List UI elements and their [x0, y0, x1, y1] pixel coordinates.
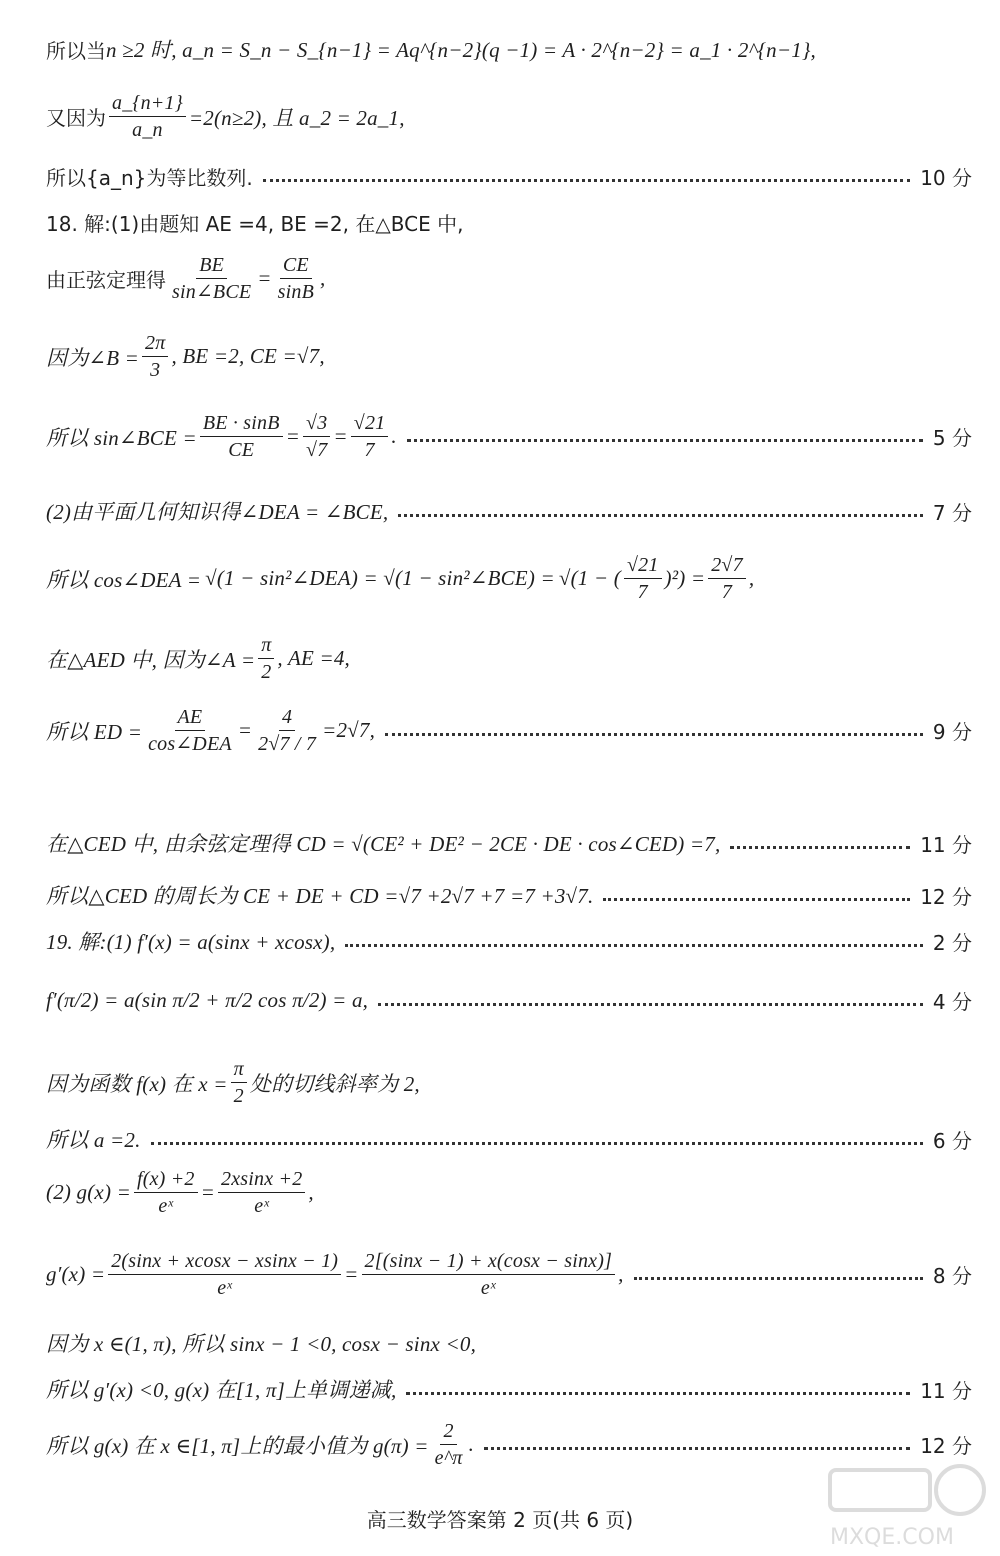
line-20-text: 因为 x ∈(1, π), 所以 sinx − 1 <0, cosx − sinx <0, — [46, 1332, 477, 1356]
dot-leader — [263, 179, 910, 182]
line-12-text: 在△CED 中, 由余弦定理得 CD = √(CE² + DE² − 2CE · DE · cos∠CED) =7, — [46, 832, 721, 856]
line-4 — [46, 208, 972, 237]
line-5-end: , — [320, 266, 326, 290]
fraction-numerator: √21 — [351, 412, 389, 437]
line-18 — [46, 1168, 972, 1217]
dot-leader — [378, 1003, 923, 1006]
line-6-fraction — [142, 332, 168, 381]
page-footer: 高三数学答案第 2 页(共 6 页) — [366, 1508, 634, 1532]
fraction-denominator: eˣ — [254, 1195, 270, 1217]
line-7-prefix: 所以 sin∠BCE = — [46, 425, 197, 450]
line-7-fraction-2 — [303, 412, 330, 461]
line-21 — [46, 1374, 972, 1404]
fraction-numerator: AE — [175, 706, 206, 731]
line-15 — [46, 986, 972, 1015]
dot-leader — [730, 846, 910, 849]
line-6-prefix: 因为∠B = — [46, 345, 140, 370]
equals-sign: = — [257, 266, 272, 290]
line-18-fraction-1 — [134, 1168, 198, 1217]
period: . — [391, 424, 397, 448]
fraction-numerator: √21 — [624, 554, 662, 579]
fraction-denominator: sinB — [277, 281, 315, 303]
line-9-fraction-1 — [624, 554, 662, 603]
line-9-part-a: √(1 − sin²∠DEA) = √(1 − sin²∠BCE) = — [205, 566, 555, 590]
line-4-text: 18. 解:(1)由题知 AE =4, BE =2, 在△BCE 中, — [46, 212, 464, 236]
fraction-denominator: 7 — [637, 581, 648, 603]
line-6 — [46, 332, 972, 381]
line-5-fraction-1 — [169, 254, 254, 303]
line-6-rest: , BE =2, CE =√7, — [171, 344, 325, 368]
equals-sign: = — [200, 1180, 215, 1204]
line-19-prefix: g′(x) = — [46, 1262, 106, 1286]
line-19-end: , — [618, 1262, 624, 1286]
line-9-fraction-2 — [708, 554, 746, 603]
fraction-numerator: a_{n+1} — [109, 92, 186, 117]
fraction-denominator: eˣ — [480, 1277, 496, 1299]
line-10-prefix: 在△AED 中, 因为∠A = — [46, 647, 256, 672]
fraction-denominator: √7 — [306, 439, 328, 461]
line-5-prefix: 由正弦定理得 — [46, 268, 166, 292]
line-10-rest: , AE =4, — [277, 646, 350, 670]
fraction-denominator: eˣ — [217, 1277, 233, 1299]
fraction-numerator: 2 — [440, 1420, 456, 1445]
line-19-fraction-1 — [108, 1250, 341, 1299]
line-2 — [46, 92, 972, 141]
score-label: 7 分 — [932, 500, 972, 525]
line-5-fraction-2 — [275, 254, 317, 303]
score-label: 6 分 — [932, 1128, 972, 1153]
line-3-text: 所以{a_n}为等比数列. — [46, 166, 253, 190]
fraction-numerator: 2π — [142, 332, 168, 357]
fraction-denominator: 7 — [364, 439, 375, 461]
score-label: 8 分 — [932, 1264, 972, 1288]
line-10 — [46, 634, 972, 683]
fraction-numerator: 2[(sinx − 1) + x(cosx − sinx)] — [362, 1250, 616, 1275]
score-label: 12 分 — [920, 884, 972, 909]
line-1-prefix: 所以当 — [46, 38, 106, 63]
line-11 — [46, 706, 972, 755]
fraction-denominator: 2 — [261, 661, 272, 683]
line-9-part-b-post: )²) = — [664, 566, 706, 590]
fraction-numerator: BE · sinB — [200, 412, 283, 437]
line-8 — [46, 496, 972, 526]
fraction-numerator: BE — [196, 254, 227, 279]
line-8-text: (2)由平面几何知识得∠DEA = ∠BCE, — [46, 500, 389, 524]
dot-leader — [385, 733, 923, 736]
line-1 — [46, 34, 972, 64]
dot-leader — [151, 1142, 923, 1145]
line-18-end: , — [308, 1180, 314, 1204]
line-5 — [46, 254, 972, 303]
dot-leader — [603, 898, 910, 901]
fraction-numerator: 2xsinx +2 — [218, 1168, 305, 1193]
line-11-fraction-2 — [255, 706, 319, 755]
watermark-logo-icon — [820, 1460, 990, 1550]
line-18-prefix: (2) g(x) = — [46, 1180, 131, 1204]
line-12 — [46, 828, 972, 858]
fraction-numerator: π — [231, 1058, 247, 1083]
score-label: 11 分 — [920, 1378, 972, 1403]
score-label: 9 分 — [932, 720, 972, 744]
line-15-text: f′(π/2) = a(sin π/2 + π/2 cos π/2) = a, — [46, 988, 369, 1012]
line-11-prefix: 所以 ED = — [46, 719, 143, 744]
line-1-math: n ≥2 时, a_n = S_n − S_{n−1} = Aq^{n−2}(q −1) = A · 2^{n−2} = a_1 · 2^{n−1}, — [106, 38, 816, 62]
line-9-end: , — [748, 566, 755, 590]
fraction-numerator: 2(sinx + xcosx − xsinx − 1) — [108, 1250, 341, 1275]
line-9 — [46, 554, 972, 603]
line-19-fraction-2 — [362, 1250, 616, 1299]
line-7-fraction-3 — [351, 412, 389, 461]
line-7 — [46, 412, 972, 461]
score-label: 4 分 — [932, 990, 972, 1014]
fraction-numerator: √3 — [303, 412, 330, 437]
line-19 — [46, 1250, 972, 1299]
line-14 — [46, 926, 972, 956]
line-16-prefix: 因为函数 f(x) 在 x = — [46, 1071, 228, 1096]
fraction-denominator: e^π — [434, 1447, 463, 1469]
line-11-rest: =2√7, — [322, 718, 376, 742]
fraction-denominator: a_n — [132, 119, 163, 141]
score-label: 2 分 — [932, 930, 972, 955]
line-2-rest: =2(n≥2), 且 a_2 = 2a_1, — [188, 105, 405, 130]
fraction-denominator: 2 — [233, 1085, 244, 1107]
equals-sign: = — [344, 1262, 359, 1286]
dot-leader — [398, 514, 923, 517]
score-label: 11 分 — [920, 832, 972, 857]
equals-sign: = — [285, 424, 301, 448]
dot-leader — [345, 944, 923, 947]
fraction-numerator: π — [258, 634, 274, 659]
dot-leader — [407, 439, 923, 442]
fraction-denominator: 7 — [721, 581, 733, 603]
line-22-prefix: 所以 g(x) 在 x ∈[1, π]上的最小值为 g(π) = — [46, 1433, 429, 1458]
score-label: 12 分 — [920, 1434, 972, 1458]
line-22-end: . — [468, 1432, 475, 1456]
line-21-text: 所以 g′(x) <0, g(x) 在[1, π]上单调递减, — [46, 1378, 397, 1402]
fraction-denominator: cos∠DEA — [148, 733, 232, 755]
line-13-text: 所以△CED 的周长为 CE + DE + CD =√7 +2√7 +7 =7 +3√7. — [46, 884, 594, 908]
fraction-denominator: 2√7 / 7 — [258, 733, 317, 755]
line-2-fraction — [109, 92, 186, 141]
fraction-numerator: CE — [280, 254, 312, 279]
score-label: 5 分 — [932, 426, 972, 450]
line-16-rest: 处的切线斜率为 2, — [249, 1071, 420, 1096]
fraction-numerator: 2√7 — [708, 554, 746, 579]
line-17-text: 所以 a =2. — [46, 1128, 141, 1152]
line-10-fraction — [258, 634, 274, 683]
watermark-text: MXQE.COM — [830, 1525, 954, 1550]
fraction-numerator: 4 — [279, 706, 295, 731]
fraction-denominator: eˣ — [158, 1195, 174, 1217]
line-20 — [46, 1328, 972, 1358]
line-9-prefix: 所以 cos∠DEA = — [46, 567, 202, 592]
line-9-part-b-pre: √(1 − ( — [558, 566, 621, 590]
fraction-denominator: CE — [228, 439, 255, 461]
dot-leader — [406, 1392, 910, 1395]
fraction-numerator: f(x) +2 — [134, 1168, 198, 1193]
line-11-fraction-1 — [145, 706, 235, 755]
line-7-fraction-1 — [200, 412, 283, 461]
dot-leader — [484, 1447, 910, 1450]
line-22-fraction — [432, 1420, 466, 1469]
score-label: 10 分 — [920, 166, 972, 190]
line-2-prefix: 又因为 — [46, 106, 106, 130]
equals-sign: = — [237, 718, 253, 742]
line-13 — [46, 880, 972, 910]
line-14-text: 19. 解:(1) f′(x) = a(sinx + xcosx), — [46, 930, 336, 954]
line-17 — [46, 1124, 972, 1154]
line-16 — [46, 1058, 972, 1107]
fraction-denominator: 3 — [150, 359, 161, 381]
dot-leader — [634, 1277, 923, 1280]
line-18-fraction-2 — [218, 1168, 305, 1217]
line-3 — [46, 162, 972, 191]
equals-sign: = — [333, 424, 348, 448]
fraction-denominator: sin∠BCE — [172, 281, 252, 303]
line-16-fraction — [231, 1058, 247, 1107]
